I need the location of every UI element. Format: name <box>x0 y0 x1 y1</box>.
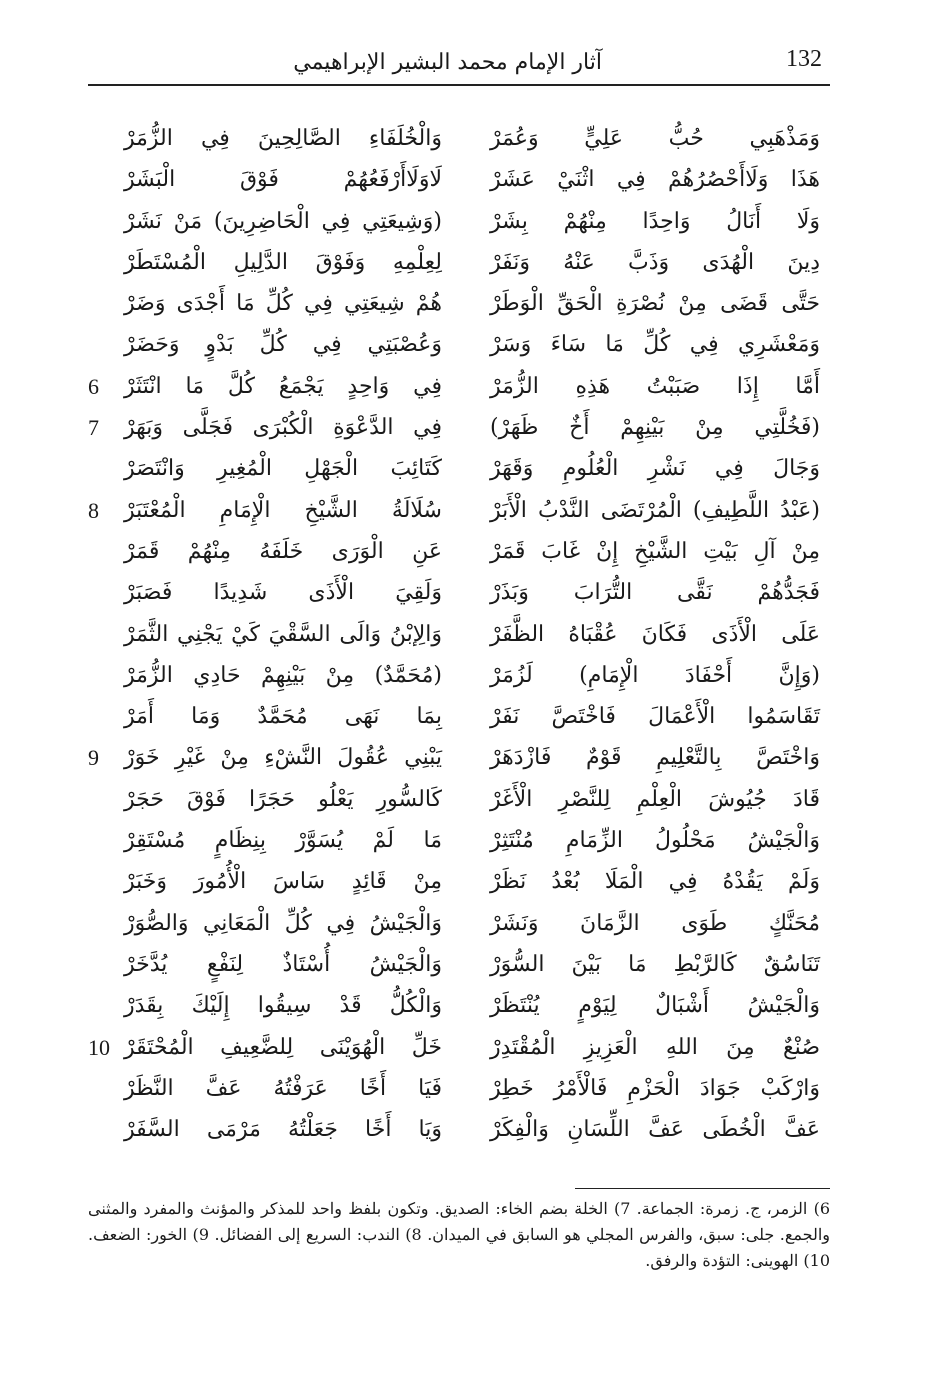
second-hemistich: (مُحَمَّدٌ) مِنْ بَيْنِهِمْ حَادِي الزُّمَرْ <box>124 662 442 688</box>
second-hemistich: وَالْكُلُّ قَدْ سِيقُوا إِلَيْكَ بِقَدَرْ <box>124 993 442 1019</box>
verse-line <box>88 903 830 944</box>
first-hemistich: صُنْعٌ مِنَ اللهِ الْعَزِيزِ الْمُقْتَدِرْ <box>490 1034 820 1060</box>
verse-line <box>88 655 830 696</box>
verse-line <box>88 779 830 820</box>
verse-line <box>88 324 830 365</box>
first-hemistich: وَالْجَيْشُ أَشْبَالٌ لِيَوْمٍ يُنْتَظَرْ <box>490 993 820 1019</box>
second-hemistich: فِي وَاحِدٍ يَجْمَعُ كُلَّ مَا انْتَثَرْ <box>124 373 442 399</box>
second-hemistich: سُلَالَةُ الشَّيْخِ الْإِمَامِ الْمُعْتَبَرْ <box>124 497 442 523</box>
second-hemistich: لَاوَلَاأَرْفَعُهُمْ فَوْقَ الْبَشَرْ <box>124 167 442 193</box>
second-hemistich: كَتَائِبَ الْجَهْلِ الْمُغِيرِ وَانْتَصَرْ <box>124 456 442 482</box>
verse-line <box>88 985 830 1026</box>
second-hemistich: وَالِإبْنُ وَالَى السَّقْيَ كَيْ يَجْنِي الثَّمَرْ <box>124 621 442 647</box>
verse-line <box>88 737 830 778</box>
footnote-marker: 8 <box>88 497 99 523</box>
first-hemistich: هَذَا وَلَاأَحْصُرُهُمْ فِي اثْنَيْ عَشَرْ <box>490 167 820 193</box>
verse-line <box>88 614 830 655</box>
verse-line <box>88 490 830 531</box>
second-hemistich: مَا لَمْ يُسَوَّرْ بِنِظَامٍ مُسْتَقِرْ <box>124 828 442 854</box>
second-hemistich: يَبْنِي عُقُولَ النَّشْءِ مِنْ غَيْرِ خَوَرْ <box>124 745 442 771</box>
first-hemistich: حَتَّى قَضَى مِنْ نُصْرَةِ الْحَقِّ الْوَطَرْ <box>490 291 820 317</box>
verse-line <box>88 820 830 861</box>
first-hemistich: (عَبْدُ اللَّطِيفِ) الْمُرْتَضَى النَّدْبُ الْأَبَرْ <box>490 497 820 523</box>
second-hemistich: هُمْ شِيعَتِي فِي كُلِّ مَا أَجْدَى وَضَرْ <box>124 291 442 317</box>
first-hemistich: (وَإِنَّ أَحْفَادَ الْإِمَامِ) لَزُمَرْ <box>490 662 820 688</box>
second-hemistich: وَالْجَيْشُ فِي كُلِّ الْمَعَانِي وَالصُّوَرْ <box>124 910 442 936</box>
first-hemistich: تَنَاسُقٌ كَالرَّبْطِ مَا بَيْنَ السُّوَرْ <box>490 951 820 977</box>
first-hemistich: دِينَ الْهُدَى وَذَبَّ عَنْهُ وَنَفَرْ <box>490 249 820 275</box>
footnote-marker: 9 <box>88 745 99 771</box>
second-hemistich: وَالْجَيْشُ أُسْتَاذٌ لِنَفْعٍ يُدَّخَرْ <box>124 951 442 977</box>
first-hemistich: وَمَذْهَبِي حُبُّ عَلِيٍّ وَعُمَرْ <box>490 126 820 151</box>
first-hemistich: عَفَّ الْخُطَى عَفَّ اللِّسَانِ وَالْفِكَرْ <box>490 1117 820 1143</box>
second-hemistich: فِي الدَّعْوَةِ الْكُبْرَى فَجَلَّى وَبَهَرْ <box>124 415 442 441</box>
second-hemistich: كَالسُّورِ يَعْلُو حَجَرًا فَوْقَ حَجَرْ <box>124 786 442 812</box>
first-hemistich: وَارْكَبْ جَوَادَ الْحَزْمِ فَالْأَمْرُ خَطِرْ <box>490 1075 820 1101</box>
poem <box>88 118 830 1150</box>
first-hemistich: قَادَ جُيُوشَ الْعِلْمِ لِلنَّصْرِ الْأَغَرْ <box>490 786 820 812</box>
footnote-marker: 6 <box>88 373 99 399</box>
second-hemistich: عَنِ الْوَرَى خَلَفَهُ مِنْهُمْ قَمَرْ <box>124 538 442 564</box>
verse-line <box>88 861 830 902</box>
second-hemistich: وَيَا أَخًا جَعَلْتُهُ مَرْمَى السَّفَرْ <box>124 1117 442 1143</box>
verse-line <box>88 1027 830 1068</box>
verse-line <box>88 696 830 737</box>
second-hemistich: لِعِلْمِهِ وَفَوْقَ الدَّلِيلِ الْمُسْتَطَرْ <box>124 249 442 275</box>
verse-line <box>88 448 830 489</box>
verse-line <box>88 944 830 985</box>
first-hemistich: وَمَعْشَرِي فِي كُلِّ مَا سَاءَ وَسَرْ <box>490 332 820 358</box>
first-hemistich: وَجَالَ فِي نَشْرِ الْعُلُومِ وَقَهَرْ <box>490 456 820 482</box>
second-hemistich: مِنْ قَائِدٍ سَاسَ الْأُمُورَ وَخَبَرْ <box>124 869 442 895</box>
verse-line <box>88 159 830 200</box>
page-number: 132 <box>786 46 822 72</box>
first-hemistich: (فَخُلَّتِي مِنْ بَيْنِهِمْ أَخٌ ظَهَرْ) <box>490 415 820 441</box>
first-hemistich: عَلَى الْأَذَى فَكَانَ عُقْبَاهُ الظَّفَرْ <box>490 621 820 647</box>
footnote-marker: 7 <box>88 415 99 441</box>
footnote-marker: 10 <box>88 1034 110 1060</box>
verse-line <box>88 283 830 324</box>
verse-line <box>88 201 830 242</box>
first-hemistich: وَاخْتَصَّ بِالتَّعْلِيمِ قَوْمٌ فَازْدَهَرْ <box>490 745 820 771</box>
verse-line <box>88 531 830 572</box>
second-hemistich: وَلَقِيَ الْأَذَى شَدِيدًا فَصَبَرْ <box>124 580 442 606</box>
running-title: آثار الإمام محمد البشير الإبراهيمي <box>293 50 602 75</box>
second-hemistich: خَلِّ الْهُوَيْنَى لِلضَّعِيفِ الْمُحْتَقَرْ <box>124 1034 442 1060</box>
second-hemistich: (وَشِيعَتِي فِي الْحَاضِرِينَ) مَنْ نَشَرْ <box>124 208 442 234</box>
second-hemistich: فَيَا أَخًا عَرَفْتُهُ عَفَّ النَّظَرْ <box>124 1075 442 1101</box>
first-hemistich: أَمَّا إِذَا صَبَبْتُ هَذِهِ الزُّمَرْ <box>490 373 820 399</box>
footnotes: 6) الزمر، ج. زمرة: الجماعة. 7) الخلة بضم الخاء: الصديق. وتكون بلفظ واحد للمذكر والمؤنث والمفرد والمثنى والجمع. جلى: سبق، والفرس المجلي هو السابق في الميدان. 8) الندب: السريع إلى الفضائل. 9) الخور: الضعف. 10) الهوينى: التؤدة والرفق. <box>88 1199 831 1270</box>
first-hemistich: مُحَنَّكٍ طَوَى الزَّمَانَ وَنَشَرْ <box>490 910 820 936</box>
verse-line <box>88 366 830 407</box>
second-hemistich: بِمَا نَهَى مُحَمَّدٌ وَمَا أَمَرْ <box>124 704 442 730</box>
first-hemistich: وَلَمْ يَقُدْهُ فِي الْمَلَا بُعْدُ نَظَرْ <box>490 869 820 895</box>
page-header <box>88 44 830 86</box>
first-hemistich: وَلَا أَنَالُ وَاحِدًا مِنْهُمْ بِشَرْ <box>490 208 820 234</box>
footnote-separator <box>575 1188 830 1189</box>
second-hemistich: وَعُصْبَتِي فِي كُلِّ بَدْوٍ وَحَضَرْ <box>124 332 442 358</box>
verse-line <box>88 1109 830 1150</box>
first-hemistich: مِنْ آلِ بَيْتِ الشَّيْخِ إِنْ غَابَ قَمَرْ <box>490 538 820 564</box>
first-hemistich: تَقَاسَمُوا الْأَعْمَالَ فَاخْتَصَّ نَفَرْ <box>490 704 820 730</box>
verse-line <box>88 1068 830 1109</box>
verse-line <box>88 407 830 448</box>
verse-line <box>88 118 830 159</box>
verse-line <box>88 242 830 283</box>
first-hemistich: فَجَدُّهُمْ نَقَّى التُّرَابَ وَبَذَرْ <box>490 580 820 606</box>
first-hemistich: وَالْجَيْشُ مَحْلُولُ الزِّمَامِ مُنْتَثِرْ <box>490 828 820 854</box>
verse-line <box>88 572 830 613</box>
second-hemistich: وَالْخُلَفَاءِ الصَّالِحِينَ فِي الزُّمَرْ <box>124 126 442 151</box>
